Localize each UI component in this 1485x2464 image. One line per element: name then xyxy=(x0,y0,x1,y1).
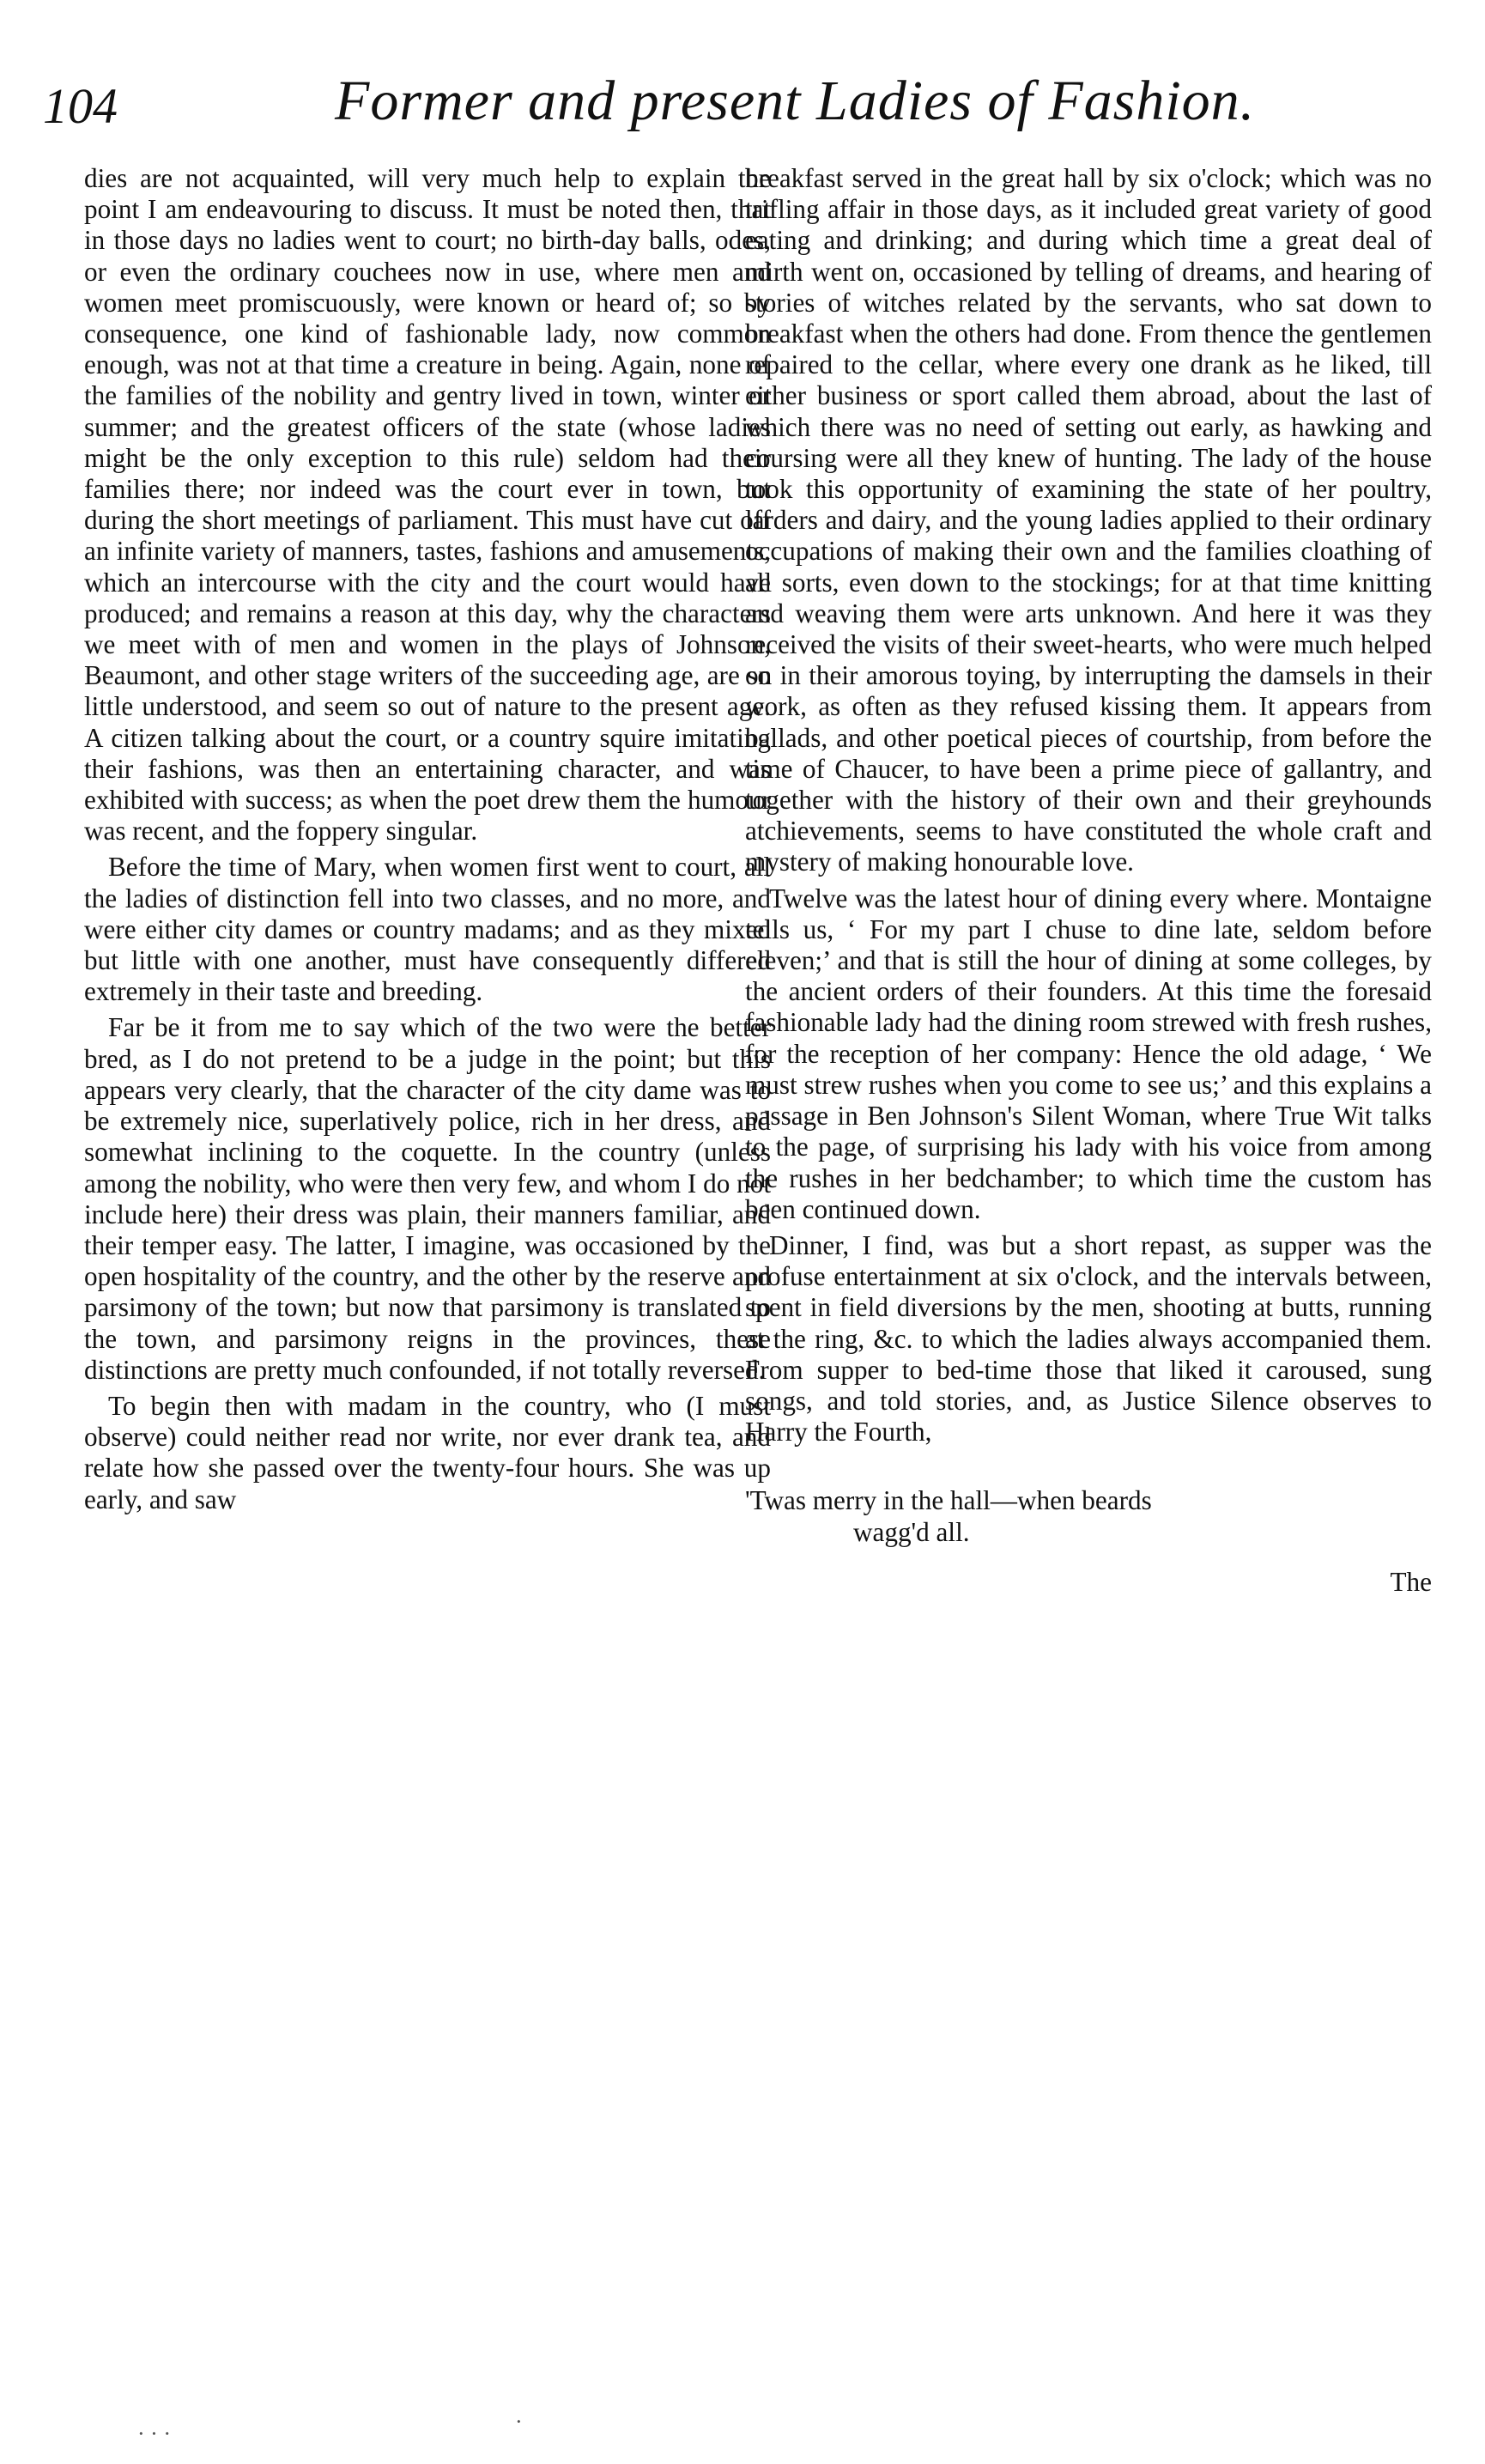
paragraph: Before the time of Mary, when women first went to court, all the ladies of distinction fell into two classes, and no more, and were either city dames or country madams; and as they mixed but little with one another, must have consequently differed extremely in their taste and breeding. xyxy=(84,852,771,1007)
paragraph: breakfast served in the great hall by six o'clock; which was no trifling affair in those days, as it included great variety of good eating and drinking; and during which time a great deal of mirth went on, occasioned by telling of dreams, and hearing of stories of witches related by the servants, who sat down to breakfast when the others had done. From thence the gentlemen repaired to the cellar, where every one drank as he liked, till either business or sport called them abroad, about the last of which there was no need of setting out early, as hawking and coursing were all they knew of hunting. The lady of the house took this opportunity of examining the state of her poultry, larders and dairy, and the young ladies applied to their ordinary occupations of making their own and the families cloathing of all sorts, even down to the stockings; for at that time knitting and weaving them were arts unknown. And here it was they received the visits of their sweet-hearts, who were much helped on in their amorous toying, by interrupting the damsels in their work, as often as they refused kissing them. It appears from ballads, and other poetical pieces of courtship, from before the time of Chaucer, to have been a prime piece of gallantry, and together with the history of their own and their greyhounds atchievements, seems to have constituted the whole craft and mystery of making honourable love. xyxy=(745,163,1432,877)
paragraph: Twelve was the latest hour of dining every where. Montaigne tells us, ‘ For my part I chuse to dine late, seldom before eleven;’ and that is still the hour of dining at some colleges, by the ancient orders of their founders. At this time the foresaid fashionable lady had the dining room strewed with fresh rushes, for the reception of her company: Hence the old adage, ‘ We must strew rushes when you come to see us;’ and this explains a passage in Ben Johnson's Silent Woman, where True Wit talks to the page, of surprising his lady with his voice from among the rushes in her bedchamber; to which time the custom has been continued down. xyxy=(745,883,1432,1224)
catchword: The xyxy=(1390,1566,1432,1597)
right-column xyxy=(745,163,1432,1598)
paragraph: To begin then with madam in the country, who (I must observe) could neither read nor write, nor ever drank tea, and relate how she passed over the twenty-four hours. She was up early, and saw xyxy=(84,1390,771,1514)
running-title: Former and present Ladies of Fashion. xyxy=(335,70,1256,132)
print-smudge: · xyxy=(515,2409,523,2434)
print-smudge: · · · xyxy=(137,2421,171,2446)
paragraph: dies are not acquainted, will very much help to explain the point I am endeavouring to discuss. It must be noted then, that in those days no ladies went to court; no birth-day balls, odes, or even the ordinary couchees now in use, where men and women meet promiscuously, were known or heard of; so by consequence, one kind of fashionable lady, now common enough, was not at that time a creature in being. Again, none of the families of the nobility and gentry lived in town, winter or summer; and the greatest officers of the state (whose ladies might be the only exception to this rule) seldom had their families there; nor indeed was the court ever in town, but during the short meetings of parliament. This must have cut off an infinite variety of manners, tastes, fashions and amusements, which an intercourse with the city and the court would have produced; and remains a reason at this day, why the characters we meet with of men and women in the plays of Johnson, Beaumont, and other stage writers of the succeeding age, are so little understood, and seem so out of nature to the present age. A citizen talking about the court, or a country squire imitating their fashions, was then an entertaining character, and was exhibited with success; as when the poet drew them the humour was recent, and the foppery singular. xyxy=(84,163,771,847)
verse-line: wagg'd all. xyxy=(853,1516,970,1547)
paragraph: Far be it from me to say which of the two were the better bred, as I do not pretend to be a judge in the point; but this appears very clearly, that the character of the city dame was to be extremely nice, superlatively police, rich in her dress, and somewhat inclining to the coquette. In the country (unless among the nobility, who were then very few, and whom I do not include here) their dress was plain, their manners familiar, and their temper easy. The latter, I imagine, was occasioned by the open hospitality of the country, and the other by the reserve and parsimony of the town; but now that parsimony is translated to the town, and parsimony reigns in the provinces, these distinctions are pretty much confounded, if not totally reversed. xyxy=(84,1012,771,1385)
left-column xyxy=(84,163,771,1520)
page-number: 104 xyxy=(43,78,118,134)
page-header xyxy=(43,69,1382,155)
paragraph: Dinner, I find, was but a short repast, as supper was the profuse entertainment at six o'clock, and the intervals between, spent in field diversions by the men, shooting at butts, running at the ring, &c. to which the ladies always accompanied them. From supper to bed-time those that liked it caroused, sung songs, and told stories, and, as Justice Silence observes to Harry the Fourth, xyxy=(745,1229,1432,1447)
verse-line: 'Twas merry in the hall—when beards xyxy=(745,1485,1152,1516)
verse-quotation xyxy=(745,1485,1432,1547)
